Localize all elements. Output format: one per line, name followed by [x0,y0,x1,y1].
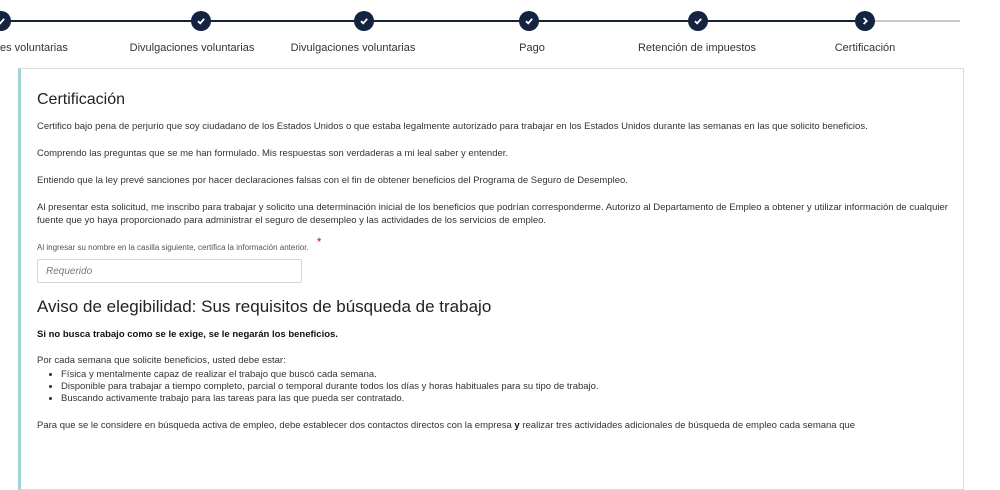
check-icon [524,16,534,26]
step-node-4[interactable] [519,11,539,31]
signature-name-input[interactable] [37,259,302,283]
progress-track-completed [0,20,855,22]
check-icon [0,16,6,26]
step-node-1[interactable] [0,11,11,31]
certification-card [18,68,964,490]
signature-label: Al ingresar su nombre en la casilla siguiente, certifica la información anterior. [37,243,309,252]
chevron-right-icon [860,16,870,26]
certification-paragraph: Certifico bajo pena de perjurio que soy ciudadano de los Estados Unidos o que estaba legalmente autorizado para trabajar en los Estados Unidos durante las semanas en las que solicito beneficios. [37,121,868,132]
signature-label-row [37,235,949,253]
requirement-text-emphasis: y [514,420,520,431]
check-icon [693,16,703,26]
requirement-text-part1: Para que se le considere en búsqueda activa de empleo, debe establecer dos contactos directos con la empresa [37,420,515,431]
step-node-2[interactable] [191,11,211,31]
step-label-1[interactable]: es voluntarias [0,42,68,54]
list-item: • Buscando activamente trabajo para las tareas para las que pueda ser contratado. [61,393,949,405]
certification-paragraph: Comprendo las preguntas que se me han formulado. Mis respuestas son verdaderas a mi leal saber y entender. [37,148,509,159]
step-node-3[interactable] [354,11,374,31]
list-item: • Disponible para trabajar a tiempo completo, parcial o temporal durante todos los días y horas habituales para su tipo de trabajo. [61,381,949,393]
certification-paragraph: Entiendo que la ley prevé sanciones por hacer declaraciones falsas con el fin de obtener beneficios del Programa de Seguro de Desempleo. [37,175,628,186]
certification-paragraph: Al presentar esta solicitud, me inscribo para trabajar y solicito una determinación inicial de los beneficios que podrían corresponderme. Autorizo al Departamento de Empleo a obtener y utilizar información de cualquier fuente que yo haya proporcionado para administrar el seguro de desempleo y las actividades de los servicios de empleo. [37,202,948,226]
check-icon [196,16,206,26]
eligibility-search-requirement [37,419,949,432]
card-content [37,91,949,446]
progress-track-remaining [865,20,960,22]
step-label-5[interactable]: Retención de impuestos [637,42,757,54]
list-item: • Física y mentalmente capaz de realizar el trabajo que buscó cada semana. [61,369,949,381]
eligibility-title: Aviso de elegibilidad: Sus requisitos de búsqueda de trabajo [37,297,492,316]
progress-stepper [0,0,1000,58]
step-label-6[interactable]: Certificación [834,42,896,54]
check-icon [359,16,369,26]
requirement-text-part2: realizar tres actividades adicionales de búsqueda de empleo cada semana que [519,420,856,431]
required-indicator: * [316,235,322,249]
eligibility-intro: Por cada semana que solicite beneficios, usted debe estar: [37,355,286,366]
step-label-4[interactable]: Pago [519,42,545,54]
step-label-2[interactable]: Divulgaciones voluntarias [129,42,255,54]
eligibility-warning: Si no busca trabajo como se le exige, se le negarán los beneficios. [37,329,338,340]
step-node-5[interactable] [688,11,708,31]
certification-title: Certificación [37,91,126,108]
step-label-3[interactable]: Divulgaciones voluntarias [290,42,416,54]
eligibility-requirements-list [37,369,949,405]
step-node-6[interactable] [855,11,875,31]
